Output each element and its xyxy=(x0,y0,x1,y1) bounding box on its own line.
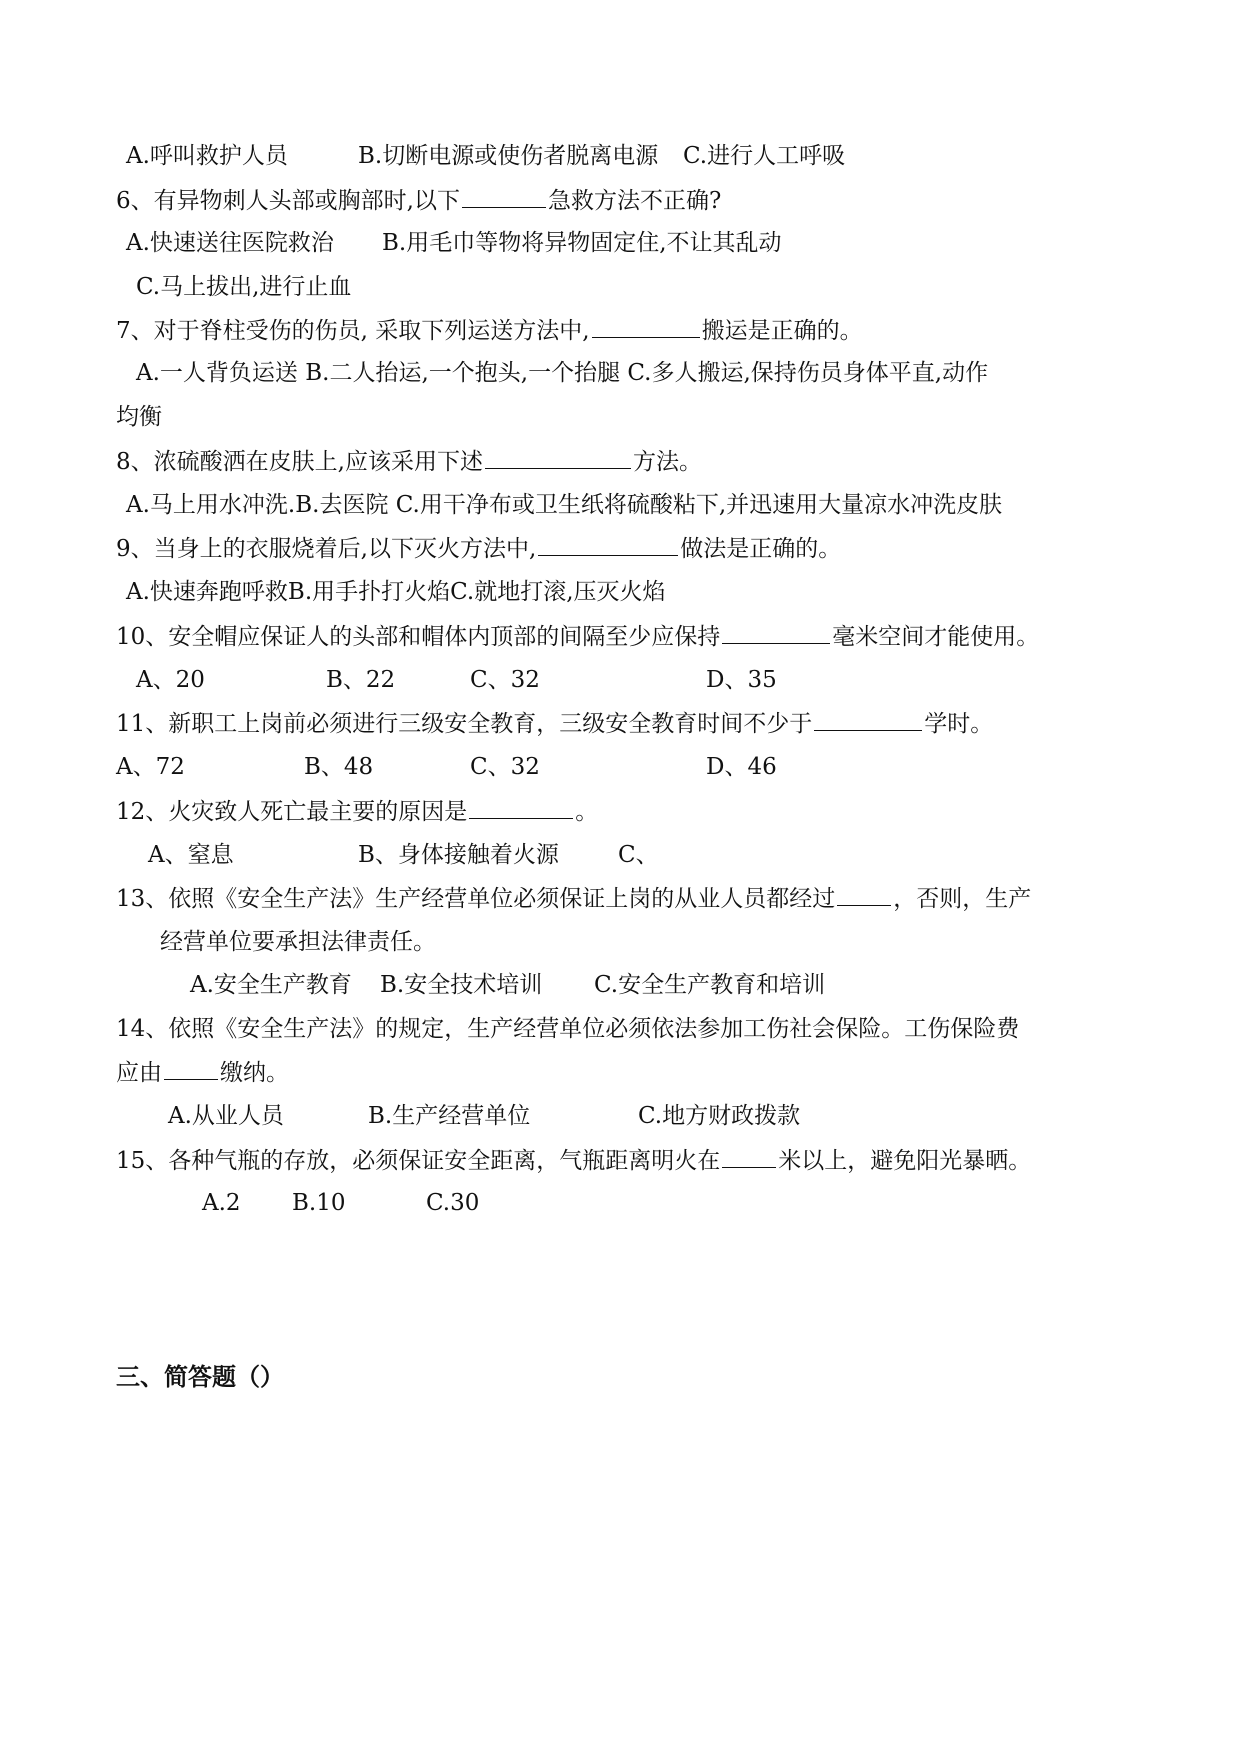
q11-option-a: A、72 xyxy=(116,754,185,780)
q7-options-cont: 均衡 xyxy=(116,404,162,430)
q15-option-a: A.2 xyxy=(202,1190,241,1216)
q6-option-c: C.马上拔出,进行止血 xyxy=(136,274,352,300)
q11-option-c: C、32 xyxy=(470,754,540,780)
q12-answer-blank xyxy=(469,796,573,819)
q7-stem xyxy=(116,315,863,346)
q6-answer-blank xyxy=(462,185,546,208)
q9-stem-text: 9、当身上的衣服烧着后,以下灭火方法中, xyxy=(116,536,537,562)
q12-stem xyxy=(116,796,598,827)
q12-option-a: A、窒息 xyxy=(148,842,234,868)
q15-option-c: C.30 xyxy=(426,1190,480,1216)
q9-stem-tail: 做法是正确的。 xyxy=(680,536,842,562)
q6-option-b: B.用毛巾等物将异物固定住,不让其乱动 xyxy=(382,230,782,256)
q7-options: A.一人背负运送 B.二人抬运,一个抱头,一个抬腿 C.多人搬运,保持伤员身体平直,动作 xyxy=(136,360,989,386)
q5-option-a: A.呼叫救护人员 xyxy=(126,143,288,169)
q8-stem xyxy=(116,446,702,477)
q13-stem-text: 13、依照《安全生产法》生产经营单位必须保证上岗的从业人员都经过 xyxy=(116,886,836,912)
q12-option-c: C、 xyxy=(618,842,659,868)
q7-answer-blank xyxy=(592,315,700,338)
q10-option-c: C、32 xyxy=(470,667,540,693)
q6-stem xyxy=(116,185,721,216)
q6-stem-tail: 急救方法不正确? xyxy=(547,188,722,214)
q6-option-a: A.快速送往医院救治 xyxy=(126,230,334,256)
q7-stem-text: 7、对于脊柱受伤的伤员, 采取下列运送方法中, xyxy=(116,318,590,344)
q5-option-c: C.进行人工呼吸 xyxy=(683,143,846,169)
q10-option-a: A、20 xyxy=(136,667,205,693)
q14-option-b: B.生产经营单位 xyxy=(368,1103,531,1129)
q8-answer-blank xyxy=(485,446,631,469)
q10-stem-tail: 毫米空间才能使用。 xyxy=(832,624,1040,650)
q13-stem-tail: ，否则，生产 xyxy=(893,886,1032,912)
q11-stem xyxy=(116,708,993,739)
q10-stem xyxy=(116,621,1039,652)
q8-options: A.马上用水冲洗.B.去医院 C.用干净布或卫生纸将硫酸粘下,并迅速用大量凉水冲洗皮肤 xyxy=(126,492,1003,518)
q10-answer-blank xyxy=(722,621,830,644)
q11-stem-tail: 学时。 xyxy=(924,711,994,737)
q14-stem-cont-text: 应由 xyxy=(116,1060,162,1086)
q12-stem-text: 12、火灾致人死亡最主要的原因是 xyxy=(116,799,468,825)
q12-option-b: B、身体接触着火源 xyxy=(358,842,559,868)
q14-stem-tail: 缴纳。 xyxy=(220,1060,289,1086)
q15-stem-tail: 米以上，避免阳光暴晒。 xyxy=(778,1148,1032,1174)
q11-option-d: D、46 xyxy=(706,754,777,780)
q12-stem-tail: 。 xyxy=(575,799,599,825)
q6-stem-text: 6、有异物刺人头部或胸部时,以下 xyxy=(116,188,460,214)
q13-answer-blank xyxy=(837,883,891,906)
q11-option-b: B、48 xyxy=(304,754,374,780)
q9-options: A.快速奔跑呼救B.用手扑打火焰C.就地打滚,压灭火焰 xyxy=(126,579,666,605)
q7-stem-tail: 搬运是正确的。 xyxy=(701,318,863,344)
q15-stem-text: 15、各种气瓶的存放，必须保证安全距离，气瓶距离明火在 xyxy=(116,1148,721,1174)
section-3-heading: 三、简答题（） xyxy=(116,1362,284,1391)
q10-option-d: D、35 xyxy=(706,667,777,693)
q9-answer-blank xyxy=(538,533,678,556)
q14-option-a: A.从业人员 xyxy=(168,1103,284,1129)
q8-stem-tail: 方法。 xyxy=(632,449,702,475)
q13-stem-cont: 经营单位要承担法律责任。 xyxy=(160,929,436,955)
q13-option-c: C.安全生产教育和培训 xyxy=(594,972,826,998)
q9-stem xyxy=(116,533,841,564)
q5-option-b: B.切断电源或使伤者脱离电源 xyxy=(358,143,659,169)
q15-stem xyxy=(116,1145,1031,1176)
q14-answer-blank xyxy=(164,1057,218,1080)
q15-answer-blank xyxy=(722,1145,776,1168)
q13-option-a: A.安全生产教育 xyxy=(190,972,352,998)
q14-stem-cont xyxy=(116,1057,289,1088)
q8-stem-text: 8、浓硫酸洒在皮肤上,应该采用下述 xyxy=(116,449,483,475)
q14-stem: 14、依照《安全生产法》的规定，生产经营单位必须依法参加工伤社会保险。工伤保险费 xyxy=(116,1016,1020,1042)
q13-option-b: B.安全技术培训 xyxy=(380,972,543,998)
q10-option-b: B、22 xyxy=(326,667,396,693)
q11-answer-blank xyxy=(814,708,922,731)
q10-stem-text: 10、安全帽应保证人的头部和帽体内顶部的间隔至少应保持 xyxy=(116,624,721,650)
q15-option-b: B.10 xyxy=(292,1190,346,1216)
q14-option-c: C.地方财政拨款 xyxy=(638,1103,801,1129)
q11-stem-text: 11、新职工上岗前必须进行三级安全教育，三级安全教育时间不少于 xyxy=(116,711,813,737)
q13-stem xyxy=(116,883,1031,914)
